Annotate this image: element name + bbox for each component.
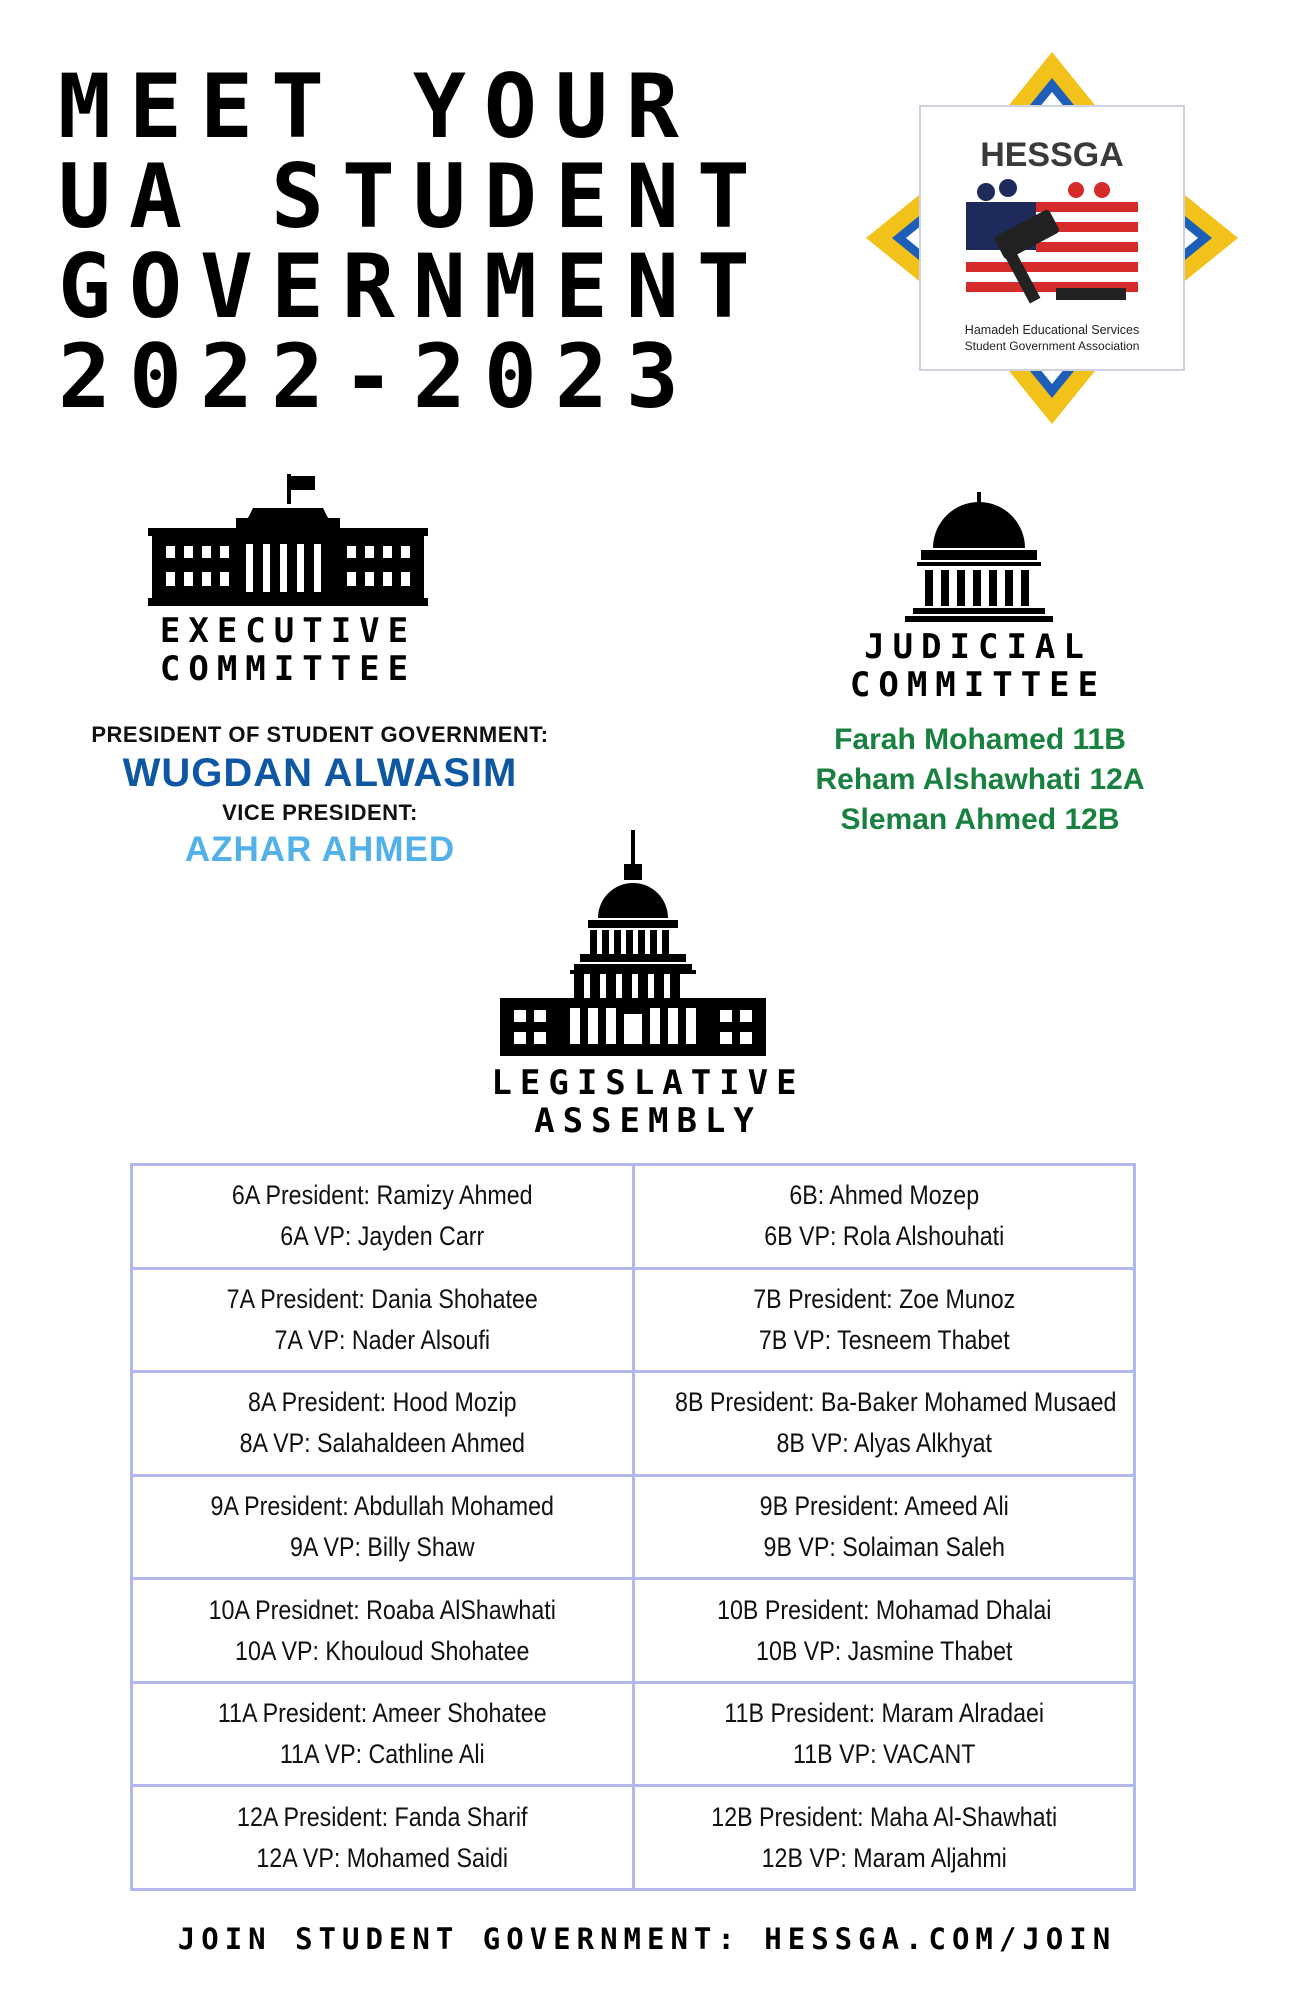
president-entry: 11A President: Ameer Shohatee [217, 1698, 547, 1729]
judicial-member: Sleman Ahmed 12B [840, 803, 1120, 836]
title-line: MEET YOUR [58, 55, 697, 158]
president-entry: 9B President: Ameed Ali [759, 1490, 1009, 1521]
vp-name: AZHAR AHMED [184, 830, 456, 869]
heading-line: COMMITTEE [159, 649, 417, 689]
table-cell [132, 1682, 634, 1786]
president-entry: 10A Presidnet: Roaba AlShawhati [208, 1594, 556, 1625]
heading-line: JUDICIAL [864, 627, 1092, 667]
join-footer: JOIN STUDENT GOVERNMENT: HESSGA.COM/JOIN [177, 1922, 1117, 1956]
table-cell [633, 1579, 1135, 1683]
table-row [132, 1786, 1135, 1890]
table-cell [633, 1165, 1135, 1269]
white-house-icon [148, 474, 428, 606]
logo-line1: Hamadeh Educational Services [964, 323, 1140, 337]
table-cell [132, 1268, 634, 1372]
table-cell [633, 1682, 1135, 1786]
table-cell [633, 1786, 1135, 1890]
table-cell [132, 1786, 634, 1890]
president-entry: 12A President: Fanda Sharif [237, 1801, 528, 1832]
table-cell [633, 1475, 1135, 1579]
table-cell [633, 1372, 1135, 1476]
vp-entry: 9A VP: Billy Shaw [289, 1531, 475, 1562]
president-entry: 8B President: Ba-Baker Mohamed Musaed [674, 1387, 1116, 1418]
logo-line2: Student Government Association [964, 339, 1140, 353]
president-entry: 9A President: Abdullah Mohamed [210, 1490, 554, 1521]
vp-entry: 8B VP: Alyas Alkhyat [775, 1428, 992, 1459]
title-line: UA STUDENT [58, 145, 768, 248]
heading-line: COMMITTEE [849, 665, 1107, 705]
vp-entry: 12A VP: Mohamed Saidi [256, 1842, 509, 1873]
president-entry: 6B: Ahmed Mozep [788, 1180, 979, 1211]
vp-entry: 11A VP: Cathline Ali [279, 1739, 485, 1770]
table-row [132, 1682, 1135, 1786]
vp-entry: 6A VP: Jayden Carr [280, 1221, 485, 1252]
courthouse-icon [897, 492, 1061, 622]
judicial-member: Farah Mohamed 11B [834, 723, 1126, 756]
heading-line: ASSEMBLY [534, 1101, 762, 1141]
table-cell [132, 1579, 634, 1683]
heading-line: EXECUTIVE [159, 611, 417, 651]
table-row [132, 1268, 1135, 1372]
president-entry: 11B President: Maram Alradaei [723, 1698, 1044, 1729]
table-cell [132, 1165, 634, 1269]
vp-title: VICE PRESIDENT: [222, 800, 418, 825]
legislative-heading [478, 1064, 818, 1140]
judicial-heading [818, 628, 1138, 704]
table-cell [132, 1475, 634, 1579]
table-row [132, 1579, 1135, 1683]
president-name: WUGDAN ALWASIM [122, 751, 518, 795]
heading-line: LEGISLATIVE [491, 1063, 805, 1103]
judicial-member: Reham Alshawhati 12A [815, 763, 1145, 796]
table-row [132, 1372, 1135, 1476]
vp-entry: 10B VP: Jasmine Thabet [755, 1635, 1012, 1666]
capitol-icon [500, 830, 766, 1056]
vp-entry: 10A VP: Khouloud Shohatee [235, 1635, 530, 1666]
president-entry: 8A President: Hood Mozip [248, 1387, 517, 1418]
president-entry: 7B President: Zoe Munoz [752, 1283, 1015, 1314]
president-title: PRESIDENT OF STUDENT GOVERNMENT: [91, 722, 549, 747]
legislative-table [130, 1163, 1136, 1891]
logo-name: HESSGA [980, 136, 1124, 174]
table-row [132, 1165, 1135, 1269]
title-line: GOVERNMENT [58, 235, 768, 338]
president-entry: 7A President: Dania Shohatee [226, 1283, 538, 1314]
vp-entry: 6B VP: Rola Alshouhati [763, 1221, 1004, 1252]
hessga-logo [866, 52, 1238, 424]
judicial-members [780, 720, 1180, 840]
title-line: 2022-2023 [58, 325, 697, 428]
vp-entry: 7A VP: Nader Alsoufi [274, 1324, 491, 1355]
president-entry: 12B President: Maha Al-Shawhati [710, 1801, 1057, 1832]
vp-entry: 8A VP: Salahaldeen Ahmed [239, 1428, 525, 1459]
table-cell [633, 1268, 1135, 1372]
table-cell [132, 1372, 634, 1476]
president-entry: 10B President: Mohamad Dhalai [716, 1594, 1051, 1625]
vp-entry: 9B VP: Solaiman Saleh [763, 1531, 1005, 1562]
vp-entry: 7B VP: Tesneem Thabet [758, 1324, 1010, 1355]
executive-heading [118, 612, 458, 688]
table-row [132, 1475, 1135, 1579]
vp-entry: 11B VP: VACANT [792, 1739, 975, 1770]
vp-entry: 12B VP: Maram Aljahmi [761, 1842, 1007, 1873]
president-entry: 6A President: Ramizy Ahmed [231, 1180, 533, 1211]
page-title [58, 55, 768, 428]
